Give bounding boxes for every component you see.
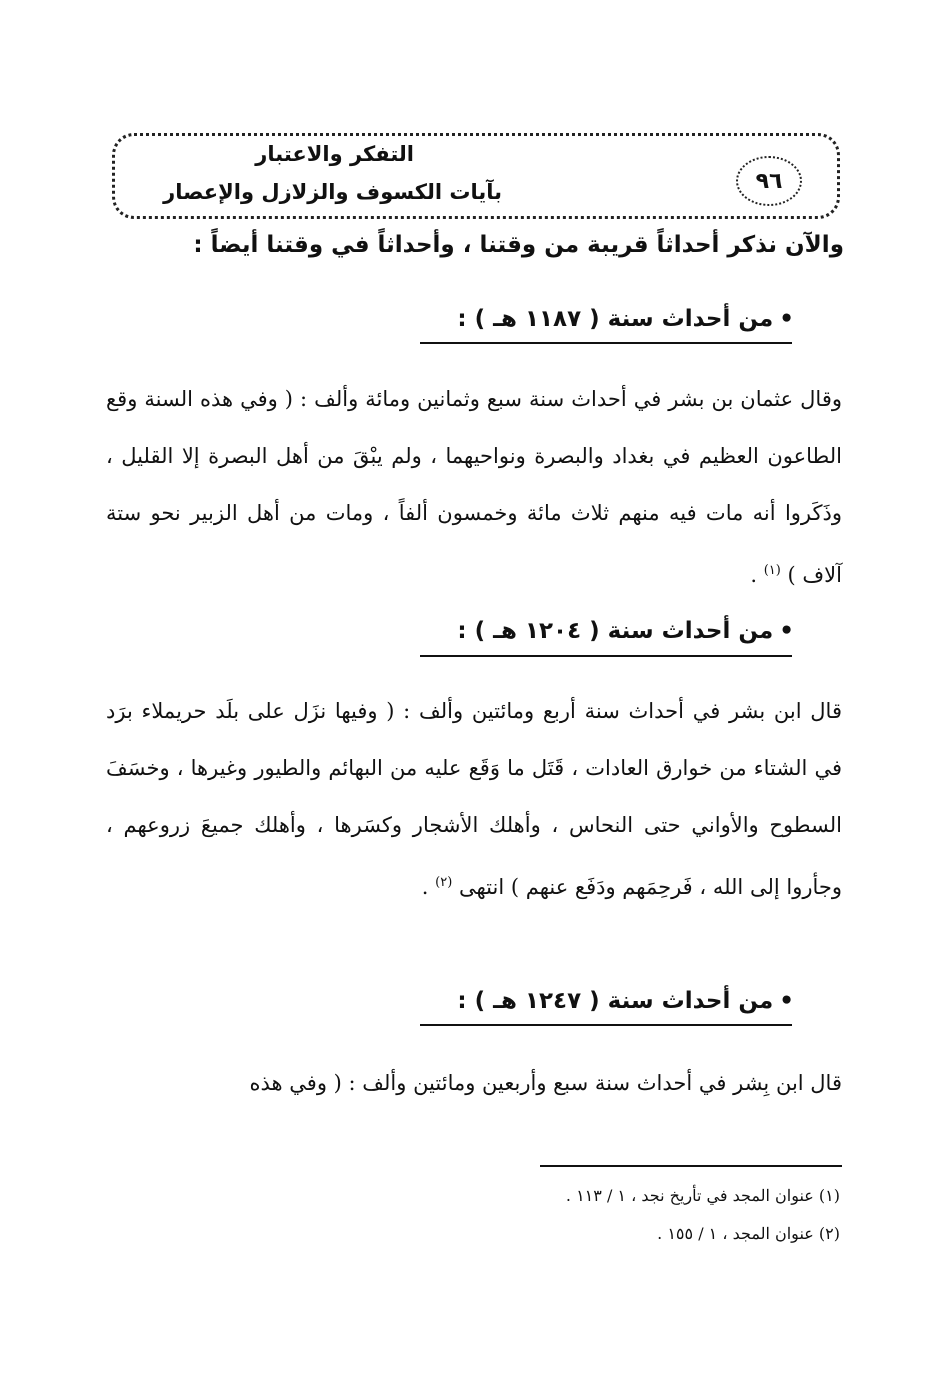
bullet-icon: •	[779, 618, 794, 644]
paragraph-end: .	[421, 875, 436, 899]
intro-sentence: والآن نذكر أحداثاً قريبة من وقتنا ، وأحداثاً في وقتنا أيضاً :	[193, 232, 844, 258]
paragraph-end: .	[750, 563, 764, 587]
book-title: التفكر والاعتبار	[255, 142, 414, 166]
section-heading-1187	[394, 306, 794, 332]
heading-underline	[420, 342, 792, 344]
footnote-separator	[540, 1165, 842, 1167]
bullet-icon: •	[779, 988, 794, 1014]
book-subtitle: بآيات الكسوف والزلازل والإعصار	[163, 180, 502, 204]
footnote-reference: (٢)	[435, 875, 453, 890]
section-paragraph	[106, 683, 842, 916]
page-number: ٩٦	[736, 156, 802, 206]
section-paragraph	[106, 371, 842, 604]
footnote-2: (٢) عنوان المجد ، ١ / ١٥٥ .	[657, 1224, 840, 1243]
section-heading-text: من أحداث سنة ( ١٢٠٤ هـ ) :	[457, 618, 774, 644]
paragraph-text: قال ابن بِشر في أحداث سنة سبع وأربعين ومائتين وألف : ( وفي هذه	[249, 1071, 842, 1095]
bullet-icon: •	[779, 306, 794, 332]
section-heading-1247	[394, 988, 794, 1014]
heading-underline	[420, 1024, 792, 1026]
section-heading-text: من أحداث سنة ( ١٢٤٧ هـ ) :	[457, 988, 774, 1014]
paragraph-text: قال ابن بشر في أحداث سنة أربع ومائتين وألف : ( وفيها نزَل على بلَد حريملاء برَد في الشتاء من خوارق العادات ، قَتَل ما وَقَع عليه من البهائم والطيور وغيرها ، وخسَفَ السطوح والأواني حتى النحاس ، وأهلك الأشجار وكسَرها ، وأهلك جميعَ زروعهم ، وجأروا إلى الله ، فَرحِمَهم ودَفَع عنهم ) انتهى	[106, 699, 842, 899]
footnote-reference: (١)	[763, 563, 781, 578]
section-paragraph	[106, 1055, 842, 1112]
footnote-1: (١) عنوان المجد في تأريخ نجد ، ١ / ١١٣ .	[565, 1186, 840, 1205]
paragraph-text: وقال عثمان بن بشر في أحداث سنة سبع وثمانين ومائة وألف : ( وفي هذه السنة وقع الطاعون العظيم في بغداد والبصرة ونواحيهما ، ولم يبْقَ من أهل البصرة إلا القليل ، وذَكَروا أنه مات فيه منهم ثلاث مائة وخمسون ألفاً ، ومات من أهل الزبير نحو ستة آلاف )	[106, 387, 842, 587]
heading-underline	[420, 655, 792, 657]
section-heading-1204	[394, 618, 794, 644]
section-heading-text: من أحداث سنة ( ١١٨٧ هـ ) :	[457, 306, 774, 332]
